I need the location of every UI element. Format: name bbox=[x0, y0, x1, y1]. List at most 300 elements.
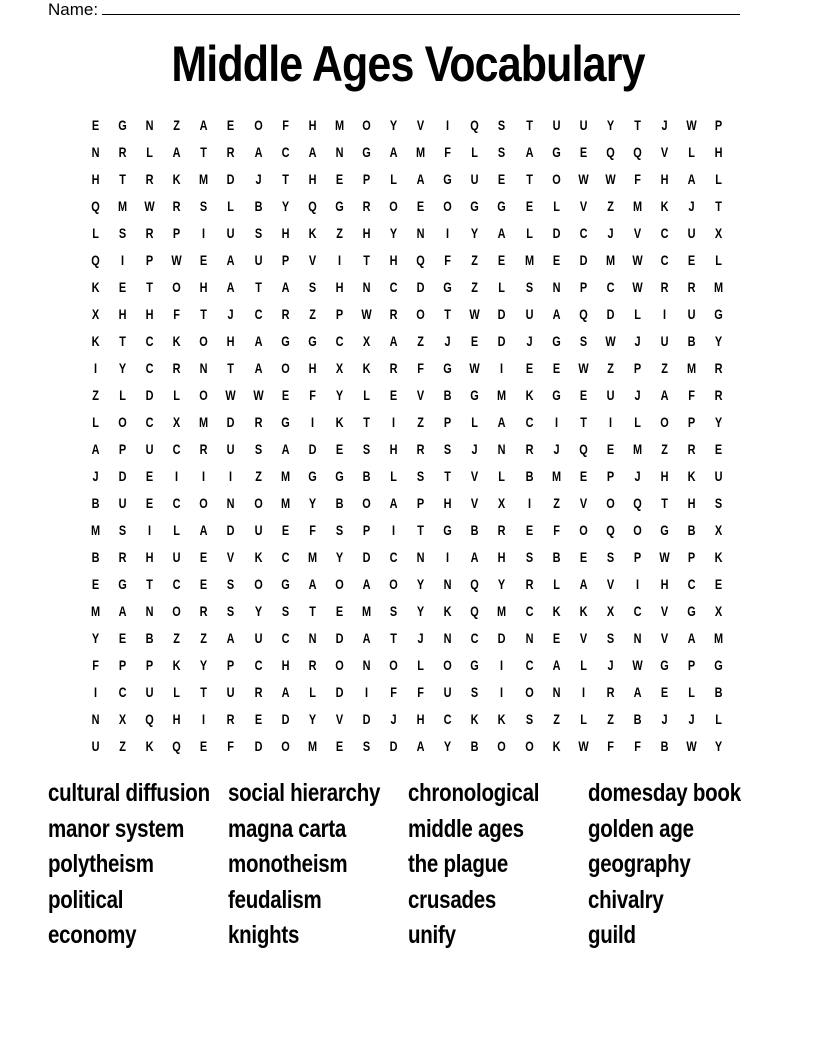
grid-letter: A bbox=[579, 576, 588, 592]
grid-letter: M bbox=[632, 441, 642, 457]
grid-letter: A bbox=[362, 576, 371, 592]
grid-letter: P bbox=[633, 549, 642, 565]
grid-letter: P bbox=[362, 171, 371, 187]
grid-letter: P bbox=[146, 252, 154, 268]
grid-letter: I bbox=[446, 549, 450, 565]
grid-letter: E bbox=[552, 360, 560, 376]
grid-row bbox=[82, 490, 734, 517]
grid-letter: K bbox=[714, 549, 723, 565]
grid-row bbox=[82, 679, 734, 706]
grid-letter: Q bbox=[470, 117, 480, 133]
grid-letter: E bbox=[498, 171, 506, 187]
grid-letter: O bbox=[118, 414, 127, 430]
grid-letter: A bbox=[498, 225, 506, 241]
grid-letter: O bbox=[416, 306, 425, 322]
grid-letter: Q bbox=[308, 198, 317, 214]
grid-letter: L bbox=[471, 414, 479, 430]
grid-letter: I bbox=[635, 576, 639, 592]
grid-letter: G bbox=[280, 414, 290, 430]
grid-letter: T bbox=[444, 468, 452, 484]
grid-row bbox=[82, 706, 734, 733]
grid-letter: R bbox=[525, 576, 533, 592]
grid-letter: T bbox=[254, 279, 262, 295]
grid-letter: V bbox=[633, 225, 642, 241]
grid-row bbox=[82, 193, 734, 220]
grid-letter: U bbox=[227, 225, 235, 241]
grid-letter: I bbox=[94, 360, 98, 376]
word-bank-item: social hierarchy bbox=[228, 779, 381, 807]
grid-letter: S bbox=[335, 522, 344, 538]
grid-letter: A bbox=[470, 549, 479, 565]
grid-letter: O bbox=[362, 495, 371, 511]
grid-letter: F bbox=[417, 360, 425, 376]
grid-letter: O bbox=[660, 414, 669, 430]
grid-letter: P bbox=[687, 414, 696, 430]
grid-letter: X bbox=[118, 711, 127, 727]
grid-row bbox=[82, 382, 734, 409]
grid-row bbox=[82, 436, 734, 463]
grid-letter: C bbox=[172, 495, 181, 511]
grid-letter: Z bbox=[173, 630, 181, 646]
grid-letter: E bbox=[687, 252, 696, 268]
grid-letter: N bbox=[362, 279, 371, 295]
grid-letter: O bbox=[389, 198, 398, 214]
grid-letter: D bbox=[498, 333, 506, 349]
grid-letter: F bbox=[227, 738, 235, 754]
grid-letter: Y bbox=[254, 603, 262, 619]
word-bank-item: political bbox=[48, 885, 124, 914]
grid-letter: M bbox=[416, 144, 426, 160]
grid-letter: G bbox=[335, 468, 344, 484]
grid-letter: I bbox=[527, 495, 531, 511]
grid-letter: N bbox=[362, 657, 371, 673]
grid-letter: A bbox=[633, 684, 642, 700]
grid-letter: N bbox=[416, 225, 425, 241]
word-bank-item: geography bbox=[588, 850, 691, 879]
grid-letter: E bbox=[660, 684, 669, 700]
grid-letter: H bbox=[281, 225, 290, 241]
grid-letter: M bbox=[497, 387, 507, 403]
grid-letter: J bbox=[526, 333, 533, 349]
grid-letter: L bbox=[390, 468, 397, 484]
grid-letter: O bbox=[335, 657, 344, 673]
grid-letter: P bbox=[281, 252, 289, 268]
word-bank-item: manor system bbox=[48, 814, 185, 843]
grid-letter: E bbox=[335, 171, 344, 187]
grid-letter: U bbox=[687, 225, 696, 241]
grid-letter: C bbox=[145, 360, 154, 376]
grid-letter: M bbox=[118, 198, 128, 214]
grid-letter: T bbox=[363, 414, 370, 430]
grid-letter: T bbox=[281, 171, 289, 187]
grid-letter: E bbox=[335, 738, 344, 754]
grid-letter: B bbox=[470, 522, 479, 538]
grid-letter: A bbox=[552, 657, 561, 673]
grid-letter: H bbox=[687, 495, 696, 511]
grid-letter: R bbox=[498, 522, 506, 538]
grid-letter: I bbox=[581, 684, 585, 700]
grid-letter: K bbox=[443, 603, 452, 619]
grid-letter: L bbox=[498, 279, 506, 295]
grid-letter: C bbox=[687, 576, 696, 592]
grid-letter: E bbox=[118, 630, 127, 646]
grid-letter: Z bbox=[606, 711, 614, 727]
grid-letter: O bbox=[280, 360, 290, 376]
grid-letter: G bbox=[308, 333, 317, 349]
grid-letter: J bbox=[227, 306, 235, 322]
grid-letter: E bbox=[606, 441, 614, 457]
grid-letter: P bbox=[118, 657, 127, 673]
grid-letter: B bbox=[552, 549, 561, 565]
grid-letter: G bbox=[714, 657, 723, 673]
grid-letter: C bbox=[145, 333, 154, 349]
grid-letter: L bbox=[471, 144, 479, 160]
grid-letter: R bbox=[145, 171, 154, 187]
grid-letter: E bbox=[417, 198, 425, 214]
grid-letter: V bbox=[579, 198, 587, 214]
grid-letter: K bbox=[335, 414, 344, 430]
grid-letter: A bbox=[660, 387, 669, 403]
grid-letter: T bbox=[444, 306, 452, 322]
grid-letter: H bbox=[172, 711, 181, 727]
grid-letter: Y bbox=[281, 198, 289, 214]
grid-letter: I bbox=[500, 360, 504, 376]
grid-letter: U bbox=[227, 441, 235, 457]
grid-letter: D bbox=[118, 468, 127, 484]
grid-letter: F bbox=[390, 684, 397, 700]
grid-letter: W bbox=[578, 738, 589, 754]
grid-letter: J bbox=[444, 333, 451, 349]
grid-letter: L bbox=[173, 684, 181, 700]
grid-letter: S bbox=[308, 279, 316, 295]
grid-letter: O bbox=[524, 738, 534, 754]
grid-letter: F bbox=[417, 684, 425, 700]
grid-letter: F bbox=[308, 522, 316, 538]
grid-letter: U bbox=[254, 630, 263, 646]
grid-letter: W bbox=[144, 198, 155, 214]
grid-letter: T bbox=[308, 603, 316, 619]
grid-letter: W bbox=[361, 306, 372, 322]
grid-letter: T bbox=[390, 630, 397, 646]
grid-letter: O bbox=[551, 171, 561, 187]
grid-letter: R bbox=[118, 549, 127, 565]
grid-letter: I bbox=[202, 468, 206, 484]
grid-letter: N bbox=[443, 576, 452, 592]
grid-letter: K bbox=[308, 225, 317, 241]
grid-letter: W bbox=[578, 360, 589, 376]
grid-letter: G bbox=[280, 576, 290, 592]
grid-letter: Z bbox=[417, 333, 425, 349]
grid-row bbox=[82, 301, 734, 328]
grid-letter: H bbox=[308, 360, 317, 376]
grid-letter: E bbox=[200, 576, 208, 592]
grid-letter: D bbox=[362, 549, 371, 565]
grid-letter: V bbox=[579, 630, 587, 646]
grid-row bbox=[82, 733, 734, 760]
grid-letter: O bbox=[497, 738, 507, 754]
grid-letter: R bbox=[389, 306, 398, 322]
grid-letter: A bbox=[362, 630, 371, 646]
grid-letter: L bbox=[715, 171, 723, 187]
grid-letter: D bbox=[227, 414, 235, 430]
grid-letter: J bbox=[634, 468, 641, 484]
grid-letter: S bbox=[498, 117, 506, 133]
word-bank-item: knights bbox=[228, 921, 300, 950]
grid-letter: I bbox=[554, 414, 558, 430]
grid-letter: G bbox=[308, 468, 317, 484]
grid-letter: S bbox=[227, 576, 235, 592]
grid-letter: A bbox=[227, 630, 235, 646]
grid-letter: V bbox=[660, 603, 669, 619]
grid-letter: F bbox=[444, 144, 452, 160]
grid-letter: Y bbox=[200, 657, 208, 673]
word-bank bbox=[48, 776, 788, 954]
grid-letter: V bbox=[606, 576, 614, 592]
grid-letter: X bbox=[173, 414, 181, 430]
grid-letter: R bbox=[118, 144, 127, 160]
grid-row bbox=[82, 274, 734, 301]
grid-letter: Y bbox=[335, 387, 344, 403]
grid-letter: E bbox=[335, 441, 344, 457]
grid-row bbox=[82, 328, 734, 355]
grid-letter: F bbox=[444, 252, 452, 268]
grid-letter: L bbox=[688, 684, 695, 700]
grid-letter: F bbox=[634, 171, 641, 187]
page-title: Middle Ages Vocabulary bbox=[171, 36, 645, 92]
grid-letter: N bbox=[416, 549, 425, 565]
grid-letter: E bbox=[389, 387, 398, 403]
grid-letter: U bbox=[254, 522, 263, 538]
grid-row bbox=[82, 517, 734, 544]
grid-letter: K bbox=[362, 360, 371, 376]
grid-letter: E bbox=[200, 549, 208, 565]
grid-letter: O bbox=[335, 576, 344, 592]
grid-letter: W bbox=[171, 252, 182, 268]
grid-letter: R bbox=[389, 360, 398, 376]
grid-letter: K bbox=[254, 549, 263, 565]
grid-letter: L bbox=[92, 225, 99, 241]
grid-letter: W bbox=[632, 657, 643, 673]
grid-letter: U bbox=[470, 171, 479, 187]
grid-letter: Y bbox=[715, 414, 723, 430]
grid-letter: Z bbox=[606, 360, 614, 376]
grid-letter: C bbox=[525, 657, 533, 673]
grid-letter: A bbox=[254, 360, 263, 376]
grid-letter: Q bbox=[91, 252, 100, 268]
grid-letter: S bbox=[606, 549, 614, 565]
grid-letter: B bbox=[687, 333, 696, 349]
grid-letter: L bbox=[634, 306, 641, 322]
grid-letter: G bbox=[660, 522, 669, 538]
grid-letter: O bbox=[578, 522, 588, 538]
grid-letter: X bbox=[498, 495, 506, 511]
grid-letter: C bbox=[172, 441, 181, 457]
grid-letter: M bbox=[307, 738, 317, 754]
grid-letter: P bbox=[715, 117, 723, 133]
grid-letter: L bbox=[173, 522, 181, 538]
grid-letter: G bbox=[443, 522, 453, 538]
grid-letter: H bbox=[199, 279, 208, 295]
word-bank-item: chronological bbox=[408, 779, 540, 807]
grid-letter: C bbox=[281, 549, 290, 565]
grid-letter: A bbox=[254, 144, 263, 160]
grid-letter: U bbox=[443, 684, 452, 700]
grid-letter: I bbox=[392, 522, 396, 538]
grid-letter: D bbox=[362, 711, 371, 727]
grid-letter: H bbox=[714, 144, 723, 160]
word-bank-item: domesday book bbox=[588, 779, 741, 807]
word-bank-item: crusades bbox=[408, 885, 497, 914]
grid-letter: A bbox=[91, 441, 100, 457]
grid-letter: Y bbox=[715, 333, 723, 349]
grid-letter: I bbox=[121, 252, 125, 268]
grid-letter: C bbox=[389, 279, 398, 295]
grid-letter: E bbox=[91, 117, 100, 133]
grid-letter: N bbox=[91, 144, 100, 160]
grid-letter: L bbox=[715, 252, 723, 268]
grid-letter: E bbox=[335, 603, 344, 619]
grid-letter: J bbox=[688, 198, 695, 214]
grid-letter: D bbox=[498, 630, 506, 646]
grid-letter: E bbox=[498, 252, 506, 268]
grid-letter: O bbox=[199, 387, 209, 403]
grid-letter: Q bbox=[578, 441, 588, 457]
grid-letter: W bbox=[225, 387, 237, 403]
grid-letter: E bbox=[525, 360, 533, 376]
grid-letter: N bbox=[633, 630, 642, 646]
grid-letter: C bbox=[281, 630, 290, 646]
grid-letter: B bbox=[91, 495, 100, 511]
grid-row bbox=[82, 544, 734, 571]
grid-letter: E bbox=[579, 549, 587, 565]
grid-letter: D bbox=[416, 279, 425, 295]
grid-letter: T bbox=[119, 333, 126, 349]
grid-letter: C bbox=[660, 225, 669, 241]
grid-letter: L bbox=[579, 711, 587, 727]
grid-letter: R bbox=[227, 711, 235, 727]
grid-letter: J bbox=[688, 711, 695, 727]
grid-letter: F bbox=[634, 738, 641, 754]
grid-letter: J bbox=[92, 468, 99, 484]
grid-letter: W bbox=[469, 306, 481, 322]
grid-letter: N bbox=[498, 441, 506, 457]
grid-letter: A bbox=[687, 630, 696, 646]
grid-letter: Z bbox=[173, 117, 181, 133]
grid-letter: E bbox=[146, 468, 154, 484]
word-bank-item: feudalism bbox=[228, 885, 322, 914]
grid-letter: L bbox=[552, 198, 560, 214]
grid-letter: X bbox=[362, 333, 371, 349]
grid-letter: U bbox=[579, 117, 588, 133]
grid-letter: V bbox=[471, 468, 479, 484]
grid-letter: X bbox=[715, 603, 723, 619]
grid-letter: W bbox=[578, 171, 589, 187]
grid-row bbox=[82, 112, 734, 139]
grid-letter: T bbox=[363, 252, 370, 268]
grid-letter: U bbox=[227, 684, 235, 700]
grid-letter: G bbox=[443, 360, 453, 376]
grid-letter: K bbox=[687, 468, 696, 484]
grid-letter: I bbox=[608, 414, 612, 430]
grid-letter: L bbox=[92, 414, 99, 430]
grid-letter: S bbox=[281, 603, 289, 619]
grid-letter: Z bbox=[661, 360, 668, 376]
grid-row bbox=[82, 598, 734, 625]
grid-letter: T bbox=[579, 414, 587, 430]
grid-letter: K bbox=[660, 198, 669, 214]
grid-letter: N bbox=[227, 495, 235, 511]
grid-letter: E bbox=[579, 468, 587, 484]
grid-letter: N bbox=[145, 117, 154, 133]
grid-letter: Y bbox=[417, 603, 425, 619]
grid-letter: R bbox=[199, 603, 208, 619]
grid-letter: A bbox=[281, 684, 290, 700]
grid-letter: Q bbox=[470, 576, 480, 592]
grid-letter: Y bbox=[389, 117, 398, 133]
grid-letter: T bbox=[146, 279, 154, 295]
grid-letter: V bbox=[471, 495, 479, 511]
grid-letter: Y bbox=[91, 630, 100, 646]
grid-letter: M bbox=[334, 117, 344, 133]
grid-letter: S bbox=[525, 549, 533, 565]
grid-letter: C bbox=[525, 414, 533, 430]
grid-letter: E bbox=[525, 522, 533, 538]
name-blank-line bbox=[102, 0, 740, 15]
grid-letter: P bbox=[633, 360, 642, 376]
grid-letter: Y bbox=[335, 549, 344, 565]
grid-letter: M bbox=[551, 468, 561, 484]
grid-letter: H bbox=[660, 576, 669, 592]
grid-letter: G bbox=[551, 387, 561, 403]
grid-letter: N bbox=[552, 279, 561, 295]
grid-letter: J bbox=[661, 117, 668, 133]
grid-letter: K bbox=[579, 603, 588, 619]
grid-letter: N bbox=[145, 603, 154, 619]
word-bank-item: middle ages bbox=[408, 814, 524, 843]
grid-letter: M bbox=[199, 171, 209, 187]
grid-letter: G bbox=[687, 603, 696, 619]
grid-letter: Q bbox=[606, 522, 615, 538]
grid-letter: W bbox=[632, 279, 643, 295]
grid-letter: L bbox=[390, 171, 397, 187]
grid-letter: V bbox=[227, 549, 235, 565]
grid-letter: I bbox=[94, 684, 98, 700]
grid-letter: B bbox=[362, 468, 371, 484]
grid-letter: E bbox=[281, 522, 289, 538]
grid-letter: E bbox=[579, 387, 587, 403]
grid-letter: Z bbox=[119, 738, 126, 754]
grid-letter: S bbox=[444, 441, 452, 457]
grid-letter: E bbox=[200, 738, 208, 754]
grid-letter: S bbox=[362, 738, 371, 754]
grid-letter: A bbox=[199, 522, 208, 538]
word-bank-item: golden age bbox=[588, 814, 694, 843]
grid-letter: A bbox=[118, 603, 127, 619]
grid-letter: U bbox=[660, 333, 669, 349]
grid-letter: C bbox=[254, 657, 263, 673]
grid-letter: S bbox=[525, 279, 533, 295]
grid-letter: P bbox=[687, 657, 696, 673]
grid-letter: N bbox=[443, 630, 452, 646]
grid-letter: D bbox=[335, 630, 344, 646]
grid-letter: R bbox=[172, 198, 181, 214]
grid-letter: X bbox=[715, 225, 723, 241]
grid-letter: L bbox=[173, 387, 181, 403]
grid-letter: N bbox=[199, 360, 208, 376]
grid-letter: O bbox=[172, 603, 182, 619]
grid-letter: T bbox=[200, 684, 208, 700]
grid-letter: P bbox=[606, 468, 614, 484]
